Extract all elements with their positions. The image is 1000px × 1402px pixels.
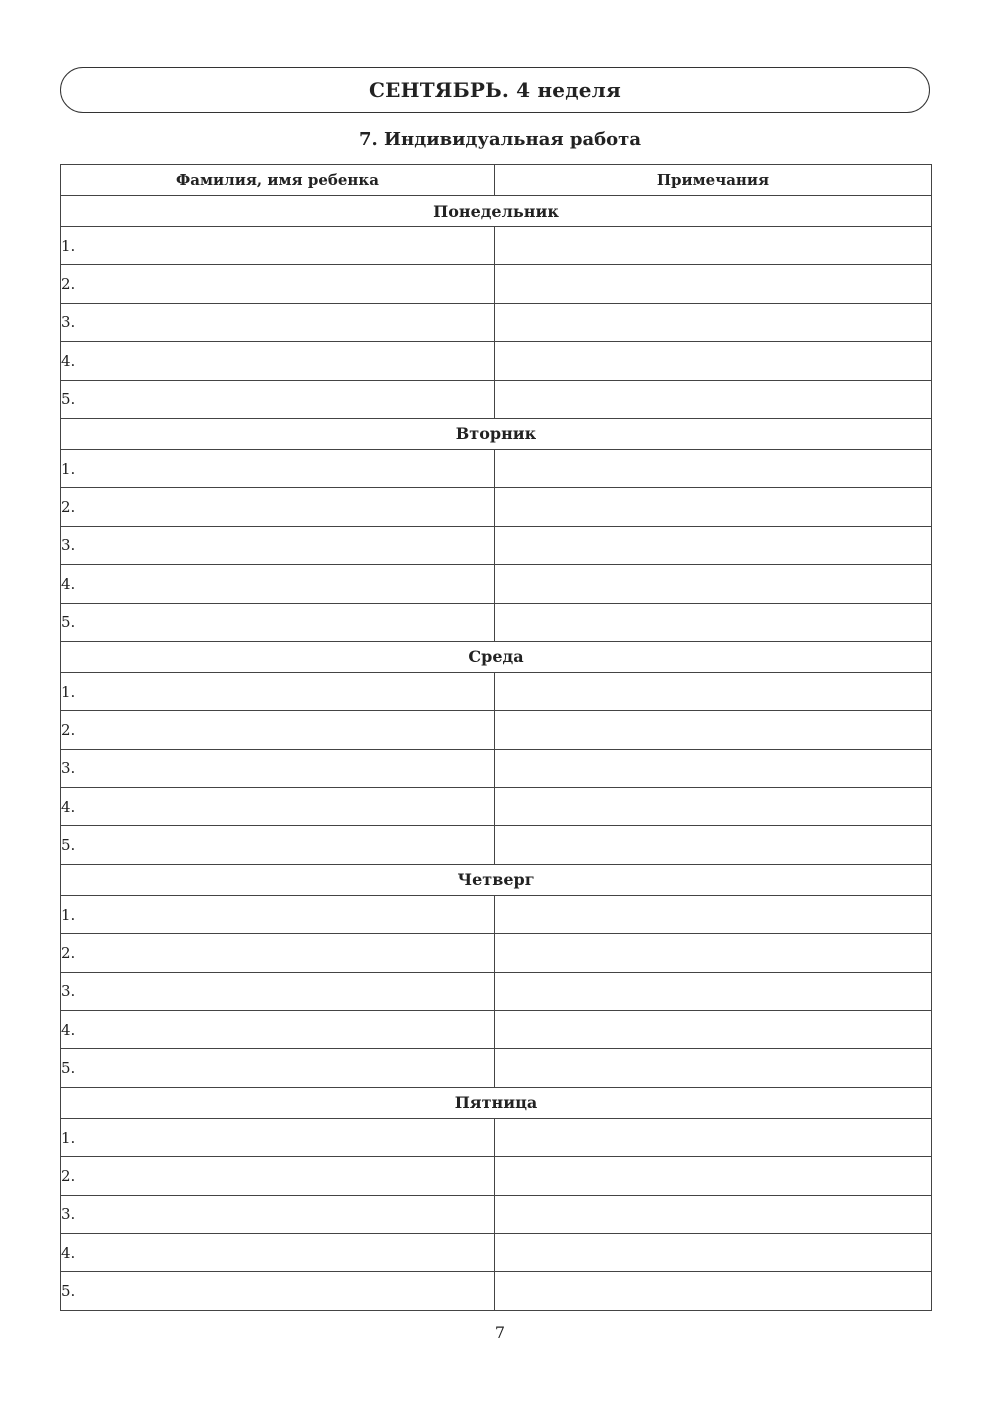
notes-cell[interactable] bbox=[495, 1049, 932, 1087]
day-label: Понедельник bbox=[61, 196, 932, 227]
notes-cell[interactable] bbox=[495, 711, 932, 749]
notes-cell[interactable] bbox=[495, 1272, 932, 1310]
table-row bbox=[61, 826, 932, 864]
notes-cell[interactable] bbox=[495, 826, 932, 864]
child-name-cell[interactable]: 4. bbox=[61, 788, 495, 826]
individual-work-table bbox=[60, 164, 932, 1311]
notes-cell[interactable] bbox=[495, 303, 932, 341]
table-row bbox=[61, 449, 932, 487]
table-row bbox=[61, 1272, 932, 1310]
day-label: Вторник bbox=[61, 418, 932, 449]
column-header-child-name: Фамилия, имя ребенка bbox=[61, 165, 495, 196]
table-row bbox=[61, 788, 932, 826]
child-name-cell[interactable]: 3. bbox=[61, 526, 495, 564]
child-name-cell[interactable]: 1. bbox=[61, 449, 495, 487]
table-row bbox=[61, 1011, 932, 1049]
table-row bbox=[61, 1195, 932, 1233]
day-row bbox=[61, 1087, 932, 1118]
notes-cell[interactable] bbox=[495, 1195, 932, 1233]
child-name-cell[interactable]: 2. bbox=[61, 1157, 495, 1195]
table-row bbox=[61, 380, 932, 418]
table-row bbox=[61, 1049, 932, 1087]
child-name-cell[interactable]: 3. bbox=[61, 972, 495, 1010]
notes-cell[interactable] bbox=[495, 1118, 932, 1156]
table-row bbox=[61, 749, 932, 787]
table-row bbox=[61, 565, 932, 603]
notes-cell[interactable] bbox=[495, 380, 932, 418]
table-row bbox=[61, 342, 932, 380]
notes-cell[interactable] bbox=[495, 895, 932, 933]
child-name-cell[interactable]: 4. bbox=[61, 565, 495, 603]
child-name-cell[interactable]: 2. bbox=[61, 934, 495, 972]
day-row bbox=[61, 864, 932, 895]
notes-cell[interactable] bbox=[495, 749, 932, 787]
child-name-cell[interactable]: 5. bbox=[61, 380, 495, 418]
table-row bbox=[61, 526, 932, 564]
table-row bbox=[61, 934, 932, 972]
notes-cell[interactable] bbox=[495, 227, 932, 265]
notes-cell[interactable] bbox=[495, 565, 932, 603]
child-name-cell[interactable]: 4. bbox=[61, 342, 495, 380]
child-name-cell[interactable]: 5. bbox=[61, 603, 495, 641]
table-row bbox=[61, 488, 932, 526]
child-name-cell[interactable]: 3. bbox=[61, 749, 495, 787]
child-name-cell[interactable]: 5. bbox=[61, 1272, 495, 1310]
day-row bbox=[61, 196, 932, 227]
child-name-cell[interactable]: 4. bbox=[61, 1011, 495, 1049]
table-row bbox=[61, 303, 932, 341]
child-name-cell[interactable]: 5. bbox=[61, 826, 495, 864]
child-name-cell[interactable]: 4. bbox=[61, 1233, 495, 1271]
child-name-cell[interactable]: 1. bbox=[61, 1118, 495, 1156]
day-row bbox=[61, 641, 932, 672]
table-row bbox=[61, 1157, 932, 1195]
child-name-cell[interactable]: 3. bbox=[61, 1195, 495, 1233]
table-row bbox=[61, 672, 932, 710]
day-label: Среда bbox=[61, 641, 932, 672]
notes-cell[interactable] bbox=[495, 788, 932, 826]
child-name-cell[interactable]: 2. bbox=[61, 711, 495, 749]
table-row bbox=[61, 895, 932, 933]
day-row bbox=[61, 418, 932, 449]
notes-cell[interactable] bbox=[495, 1233, 932, 1271]
notes-cell[interactable] bbox=[495, 342, 932, 380]
column-header-notes: Примечания bbox=[495, 165, 932, 196]
table-row bbox=[61, 227, 932, 265]
child-name-cell[interactable]: 2. bbox=[61, 488, 495, 526]
child-name-cell[interactable]: 1. bbox=[61, 672, 495, 710]
table-header-row bbox=[61, 165, 932, 196]
notes-cell[interactable] bbox=[495, 488, 932, 526]
banner-title: СЕНТЯБРЬ. 4 неделя bbox=[369, 78, 621, 102]
day-label: Четверг bbox=[61, 864, 932, 895]
notes-cell[interactable] bbox=[495, 972, 932, 1010]
notes-cell[interactable] bbox=[495, 672, 932, 710]
child-name-cell[interactable]: 1. bbox=[61, 227, 495, 265]
child-name-cell[interactable]: 1. bbox=[61, 895, 495, 933]
child-name-cell[interactable]: 3. bbox=[61, 303, 495, 341]
table-row bbox=[61, 265, 932, 303]
child-name-cell[interactable]: 2. bbox=[61, 265, 495, 303]
notes-cell[interactable] bbox=[495, 1157, 932, 1195]
month-week-banner bbox=[60, 67, 930, 113]
table-row bbox=[61, 972, 932, 1010]
page-number: 7 bbox=[494, 1323, 506, 1342]
table-row bbox=[61, 711, 932, 749]
table-row bbox=[61, 603, 932, 641]
notes-cell[interactable] bbox=[495, 449, 932, 487]
notes-cell[interactable] bbox=[495, 265, 932, 303]
section-title: 7. Индивидуальная работа bbox=[358, 129, 641, 150]
child-name-cell[interactable]: 5. bbox=[61, 1049, 495, 1087]
table-row bbox=[61, 1118, 932, 1156]
notes-cell[interactable] bbox=[495, 934, 932, 972]
notes-cell[interactable] bbox=[495, 1011, 932, 1049]
day-label: Пятница bbox=[61, 1087, 932, 1118]
table-row bbox=[61, 1233, 932, 1271]
notes-cell[interactable] bbox=[495, 603, 932, 641]
notes-cell[interactable] bbox=[495, 526, 932, 564]
